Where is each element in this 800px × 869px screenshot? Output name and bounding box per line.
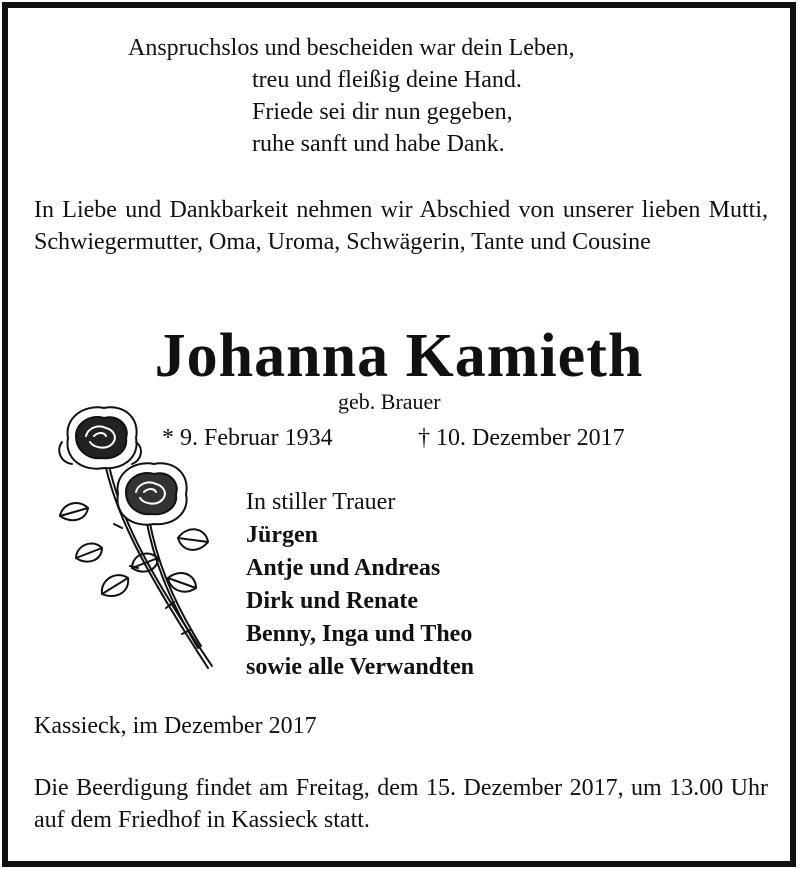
funeral-notice: Die Beerdigung findet am Freitag, dem 15. Dezember 2017, um 13.00 Uhr auf dem Friedhof in Kassieck statt. [34,775,768,833]
mourners-heading: In stiller Trauer [246,489,396,515]
poem-line: Anspruchslos und bescheiden war dein Leben, [128,35,575,61]
intro-text: In Liebe und Dankbarkeit nehmen wir Abschied von unserer lieben Mutti, Schwiegermutter, Oma, Uroma, Schwägerin, Tante und Cousine [34,197,768,255]
maiden-name: geb. Brauer [338,389,441,414]
birth-date: * 9. Februar 1934 [162,425,333,451]
poem-line: Friede sei dir nun gegeben, [252,99,513,125]
poem-line: treu und fleißig deine Hand. [252,67,522,93]
poem-line: ruhe sanft und habe Dank. [252,131,505,157]
poem [128,32,668,160]
rose-icon [48,398,228,688]
place-date: Kassieck, im Dezember 2017 [34,713,317,739]
mourner-name: Jürgen [246,522,318,548]
mourner-name: Benny, Inga und Theo [246,621,473,647]
mourner-name: sowie alle Verwandten [246,654,474,680]
mourner-name: Dirk und Renate [246,588,419,614]
death-date: † 10. Dezember 2017 [418,425,625,451]
mourner-name: Antje und Andreas [246,555,441,581]
mourners-block [246,486,474,684]
obituary-content [8,8,790,861]
obituary-frame [2,2,796,867]
deceased-name: Johanna Kamieth [154,322,644,390]
